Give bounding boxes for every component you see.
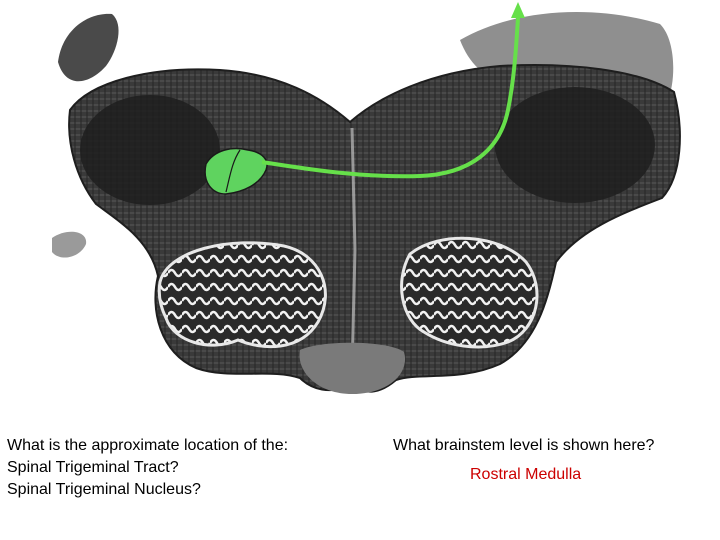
question-right: What brainstem level is shown here? [393,437,655,454]
question-left-line-2: Spinal Trigeminal Tract? [7,459,179,476]
left-dense-region [80,95,220,205]
question-left [7,435,377,501]
right-dense-region [495,87,655,203]
tissue-section [52,12,680,394]
tissue-fragment-left [52,232,86,258]
left-inferior-olive [159,243,325,347]
question-left-line-1: What is the approximate location of the: [7,437,289,454]
right-inferior-olive [402,238,537,347]
question-left-line-3: Spinal Trigeminal Nucleus? [7,481,201,498]
answer-text: Rostral Medulla [470,466,582,483]
tract-arrowhead [511,2,525,18]
tissue-fragment-top-left [58,14,119,81]
